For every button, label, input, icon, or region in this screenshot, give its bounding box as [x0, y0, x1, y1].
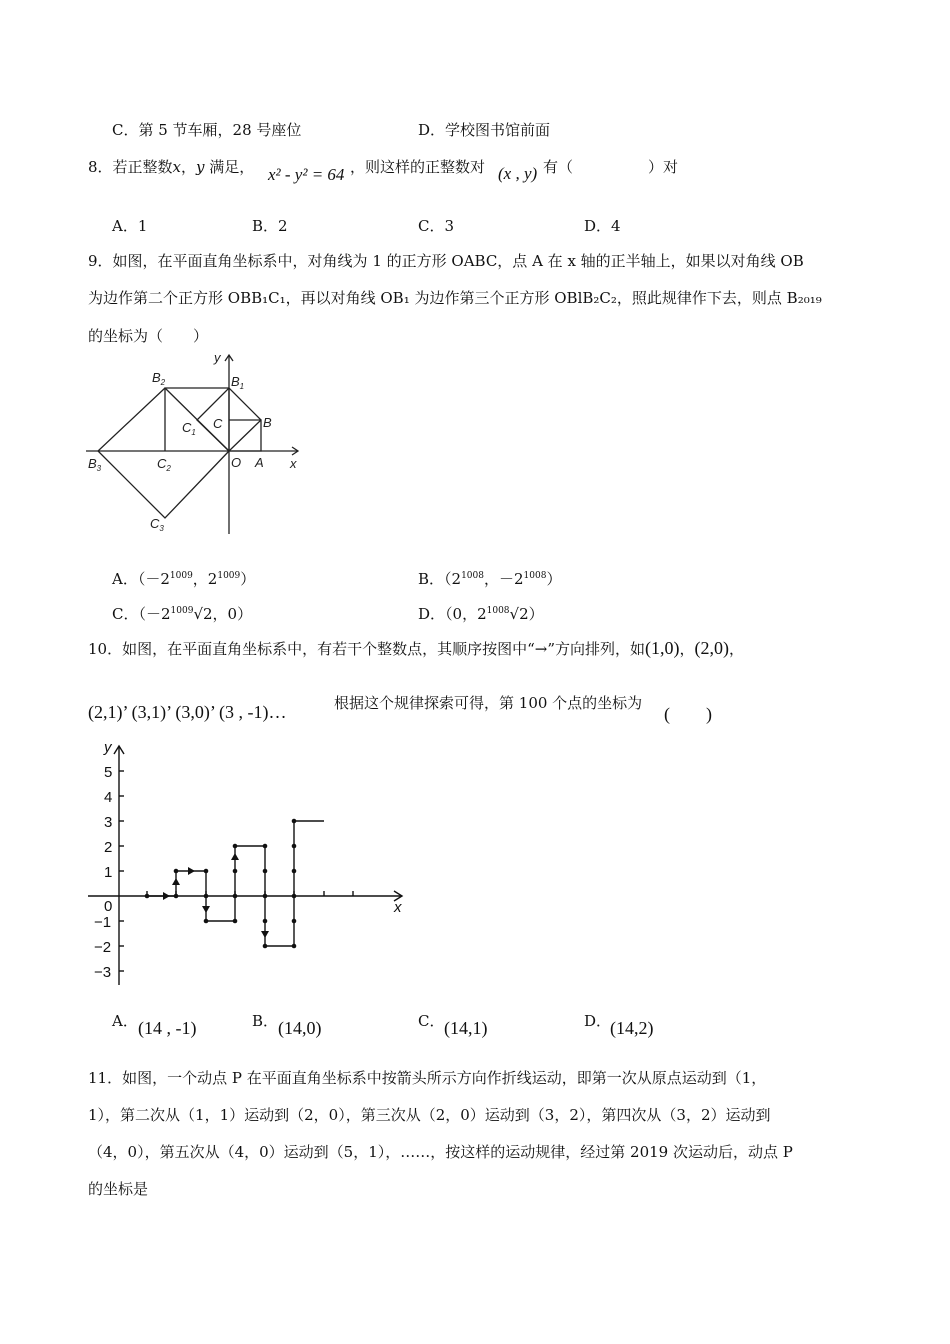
q8-option-a: A．1	[112, 217, 148, 235]
q10-answer-paren: ( )	[664, 704, 712, 724]
q9-label-c3: $C_3$	[150, 516, 164, 533]
q10-option-b-label: B．	[252, 1012, 279, 1030]
q10-ytick: 0	[104, 898, 113, 915]
q8-pair: (x , y)	[498, 164, 538, 183]
q9-option-c: C．（$-2^{1009}√2$，0）	[112, 605, 253, 623]
q10-ytick: −2	[94, 939, 112, 956]
q10-path-arrow	[188, 867, 195, 875]
q9-option-a: A．（$-2^{1009}$，$2^{1009}$）	[112, 570, 256, 588]
q9-line2: 为边作第二个正方形 OBB₁C₁，再以对角线 OB₁ 为边作第三个正方形 OBlB₂C₂，照此规律作下去，则点 B₂₀₁₉	[88, 289, 822, 307]
q10-line2: 根据这个规律探索可得，第 100 个点的坐标为	[334, 694, 643, 712]
q11-line4: 的坐标是	[88, 1180, 149, 1198]
q8-stem-c: ，则这样的正整数对	[350, 158, 486, 176]
q11-line3: （4，0），第五次从（4，0）运动到（5，1），……，按这样的运动规律，经过第 2019 次运动后，动点 P	[88, 1143, 793, 1161]
q10-path-arrow	[163, 892, 170, 900]
q9-label-b1: $B_1$	[231, 374, 245, 391]
q10-path-arrow	[261, 931, 269, 938]
q11-line2: 1），第二次从（1，1）运动到（2，0），第三次从（2，0）运动到（3，2），第四次从（3，2）运动到	[88, 1106, 771, 1124]
q9-label-c: C	[213, 416, 223, 431]
q10-option-d-value: (14,2)	[610, 1018, 654, 1038]
q10-ytick: 1	[104, 864, 113, 881]
q7-option-d: D．学校图书馆前面	[418, 121, 551, 139]
q10-ytick: −3	[94, 964, 112, 981]
q10-ytick: 4	[104, 789, 113, 806]
q10-option-a-value: (14 , -1)	[138, 1018, 197, 1038]
q9-option-b: B．（$2^{1008}$，$-2^{1008}$）	[418, 570, 562, 588]
q8-equation: x² - y² = 64	[268, 165, 345, 184]
q10-figure	[86, 738, 411, 988]
q10-path-arrow	[202, 906, 210, 913]
q10-ytick: 3	[104, 814, 113, 831]
q9-label-o: O	[231, 455, 242, 470]
q9-diagonal-ob	[229, 420, 261, 451]
q9-figure	[86, 350, 306, 535]
q10-option-c-label: C．	[418, 1012, 445, 1030]
q10-option-b-value: (14,0)	[278, 1018, 322, 1038]
q10-line1: 10．如图，在平面直角坐标系中，有若干个整数点，其顺序按图中“→”方向排列，如(1,0)，(2,0)，	[88, 638, 745, 658]
q10-option-a-label: A．	[112, 1012, 138, 1030]
q10-ytick: −1	[94, 914, 112, 931]
q9-label-c2: $C_2$	[157, 456, 171, 473]
q8-stem-d: 有（ ）对	[543, 158, 679, 176]
q10-points: (2,1)’ (3,1)’ (3,0)’ (3 , -1)…	[88, 702, 287, 722]
q9-label-a: A	[255, 455, 264, 470]
q9-label-b2: $B_2$	[152, 370, 166, 387]
q9-line1: 9．如图，在平面直角坐标系中，对角线为 1 的正方形 OABC，点 A 在 x 轴的正半轴上，如果以对角线 OB	[88, 252, 804, 270]
q8-option-d: D．4	[584, 217, 621, 235]
q10-path-arrow	[172, 878, 180, 885]
q9-label-b3: $B_3$	[88, 456, 102, 473]
q11-line1: 11．如图，一个动点 P 在平面直角坐标系中按箭头所示方向作折线运动，即第一次从原点运动到（1，	[88, 1069, 767, 1087]
q10-option-c-value: (14,1)	[444, 1018, 488, 1038]
q8-option-b: B．2	[252, 217, 288, 235]
q9-option-d: D．（0，$2^{1008}√2$）	[418, 605, 544, 623]
q10-x-label: x	[394, 899, 402, 916]
q10-ytick: 5	[104, 764, 113, 781]
q9-label-x: x	[290, 456, 297, 471]
q10-path-arrow	[231, 853, 239, 860]
q8-stem: 8．若正整数x，y 满足，	[88, 158, 255, 176]
q9-label-b: B	[263, 415, 272, 430]
q7-option-c: C．第 5 节车厢，28 号座位	[112, 121, 302, 139]
q10-option-d-label: D．	[584, 1012, 612, 1030]
q9-label-y: y	[214, 350, 221, 365]
q9-line3: 的坐标为（ ）	[88, 327, 209, 345]
q10-y-label: y	[104, 739, 112, 756]
q8-option-c: C．3	[418, 217, 455, 235]
q9-label-c1: $C_1$	[182, 420, 196, 437]
q10-ytick: 2	[104, 839, 113, 856]
